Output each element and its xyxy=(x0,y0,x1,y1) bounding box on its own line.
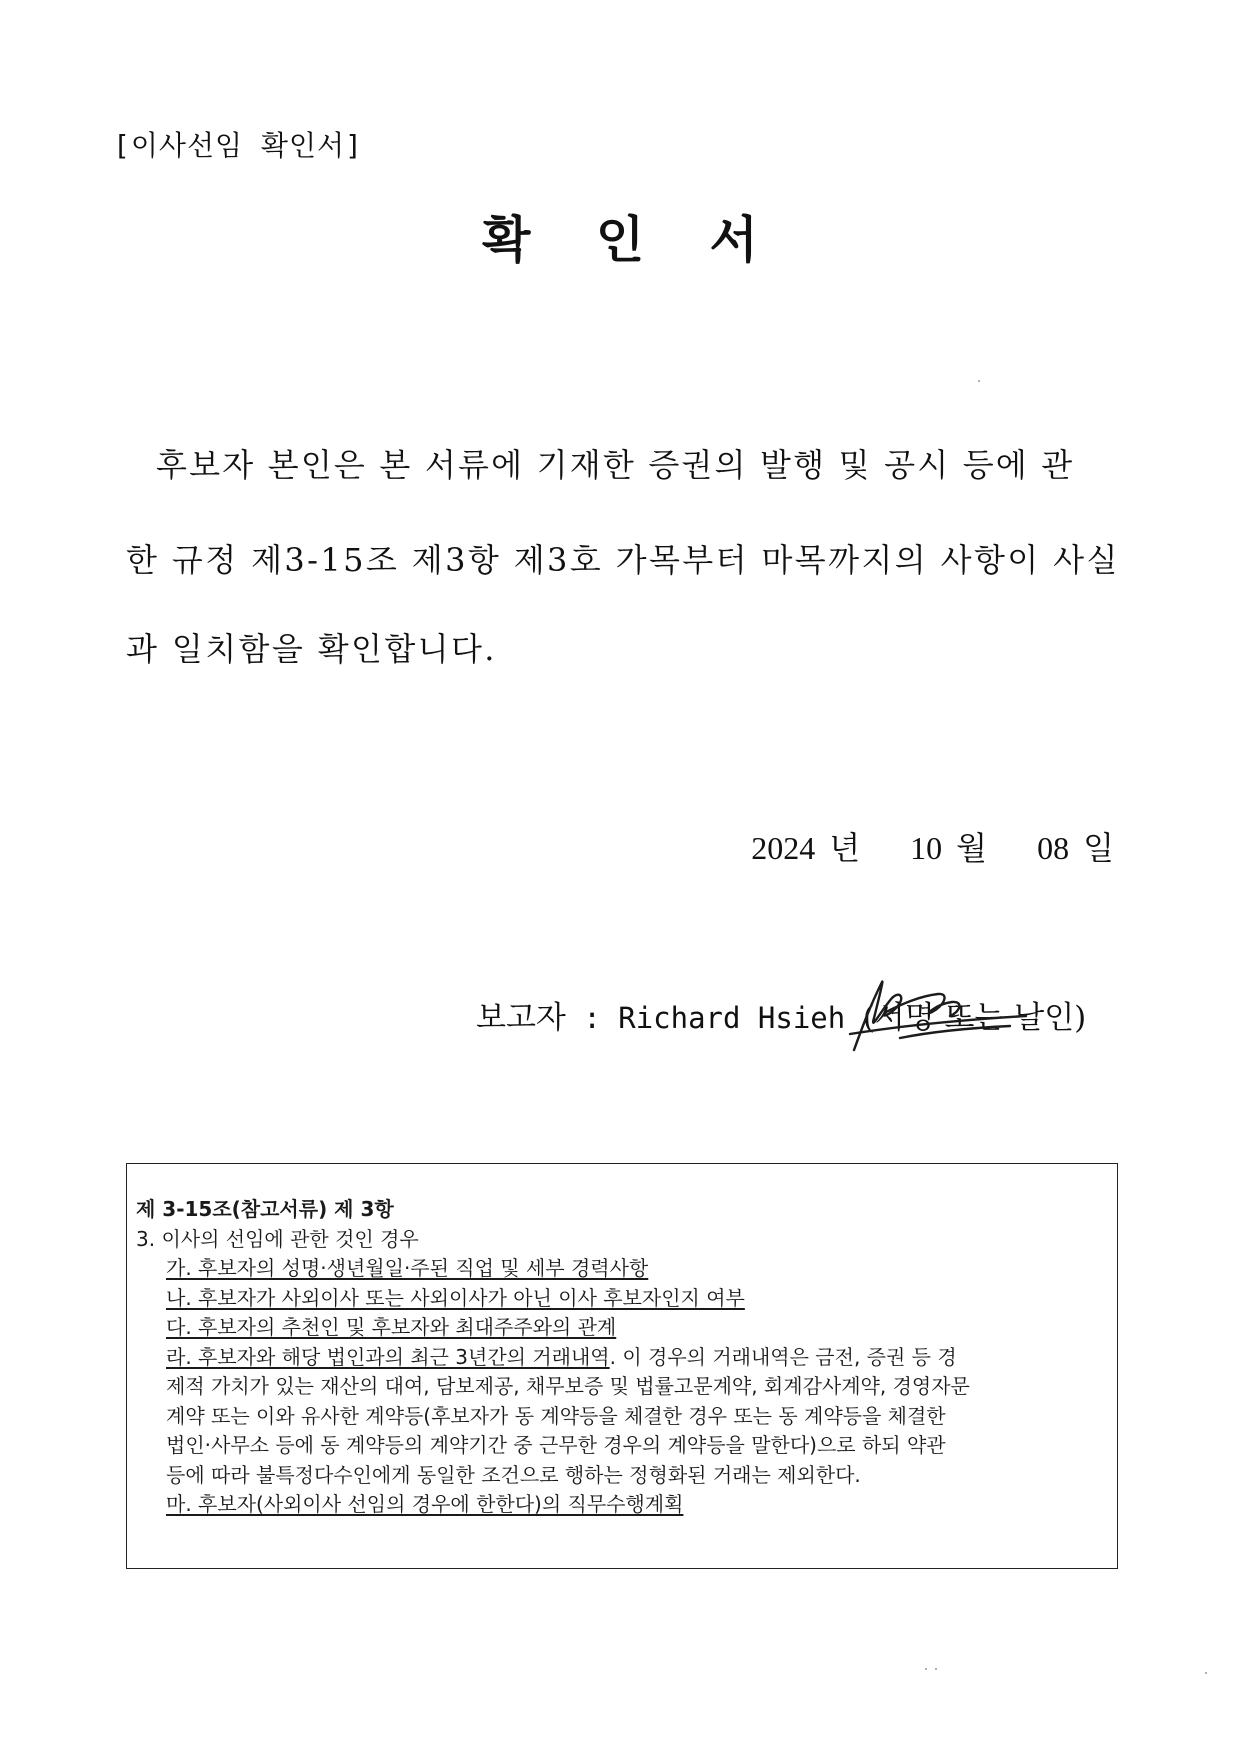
body-line-1: 후보자 본인은 본 서류에 기재한 증권의 발행 및 공시 등에 관 xyxy=(156,446,1075,484)
reference-item-ra xyxy=(136,1343,1106,1373)
reference-intro: 3. 이사의 선임에 관한 것인 경우 xyxy=(136,1226,419,1251)
reference-heading: 제 3-15조(참고서류) 제 3항 xyxy=(136,1197,394,1221)
reference-content xyxy=(136,1195,1106,1520)
scan-speck xyxy=(925,1668,927,1670)
body-line-3: 과 일치함을 확인합니다. xyxy=(126,630,497,668)
date-year: 2024 xyxy=(751,830,816,866)
reference-item-na: 나. 후보자가 사외이사 또는 사외이사가 아닌 이사 후보자인지 여부 xyxy=(166,1285,745,1310)
reference-item-da: 다. 후보자의 추천인 및 후보자와 최대주주와의 관계 xyxy=(166,1315,617,1339)
reporter-name: Richard Hsieh xyxy=(618,1001,846,1035)
reporter-separator: : xyxy=(583,1001,601,1035)
scan-speck xyxy=(1205,1672,1207,1674)
scan-speck xyxy=(978,380,980,382)
reference-item-ma: 마. 후보자(사외이사 선임의 경우에 한한다)의 직무수행계획 xyxy=(166,1492,684,1516)
reference-item-ra-line-4: 등에 따라 불특정다수인에게 동일한 조건으로 행하는 정형화된 거래는 제외한다. xyxy=(166,1462,861,1487)
reporter-label: 보고자 xyxy=(476,1000,566,1036)
body-line-2: 한 규정 제3-15조 제3항 제3호 가목부터 마목까지의 사항이 사실 xyxy=(126,541,1120,579)
date-day: 08 xyxy=(1037,830,1070,866)
document-label: [이사선임 확인서] xyxy=(113,129,363,162)
date-year-unit: 년 xyxy=(829,830,861,866)
scan-speck xyxy=(935,1668,937,1670)
handwritten-signature xyxy=(840,968,1030,1063)
document-title: 확 인 서 xyxy=(482,211,782,269)
date-row xyxy=(751,823,1114,869)
date-day-unit: 일 xyxy=(1083,830,1114,866)
reference-item-ra-line-1: 제적 가치가 있는 재산의 대여, 담보제공, 채무보증 및 법률고문계약, 회계감사계약, 경영자문 xyxy=(166,1374,970,1398)
reference-item-ra-line-2: 계약 또는 이와 유사한 계약등(후보자가 동 계약등을 체결한 경우 또는 동 계약등을 체결한 xyxy=(166,1403,946,1428)
date-month: 10 xyxy=(910,830,943,866)
reference-item-ra-line-3: 법인·사무소 등에 동 계약등의 계약기간 중 근무한 경우의 계약등을 말한다)으로 하되 약관 xyxy=(166,1433,946,1457)
reference-item-ga: 가. 후보자의 성명·생년월일·주된 직업 및 세부 경력사항 xyxy=(166,1256,649,1280)
reference-item-ra-rest: . 이 경우의 거래내역은 금전, 증권 등 경 xyxy=(609,1344,957,1369)
reference-item-ra-underlined: 라. 후보자와 해당 법인과의 최근 3년간의 거래내역 xyxy=(166,1344,610,1369)
signature-note: (서명 또는 날인) xyxy=(862,1000,1087,1036)
reference-box xyxy=(126,1163,1118,1569)
date-month-unit: 월 xyxy=(956,830,988,866)
